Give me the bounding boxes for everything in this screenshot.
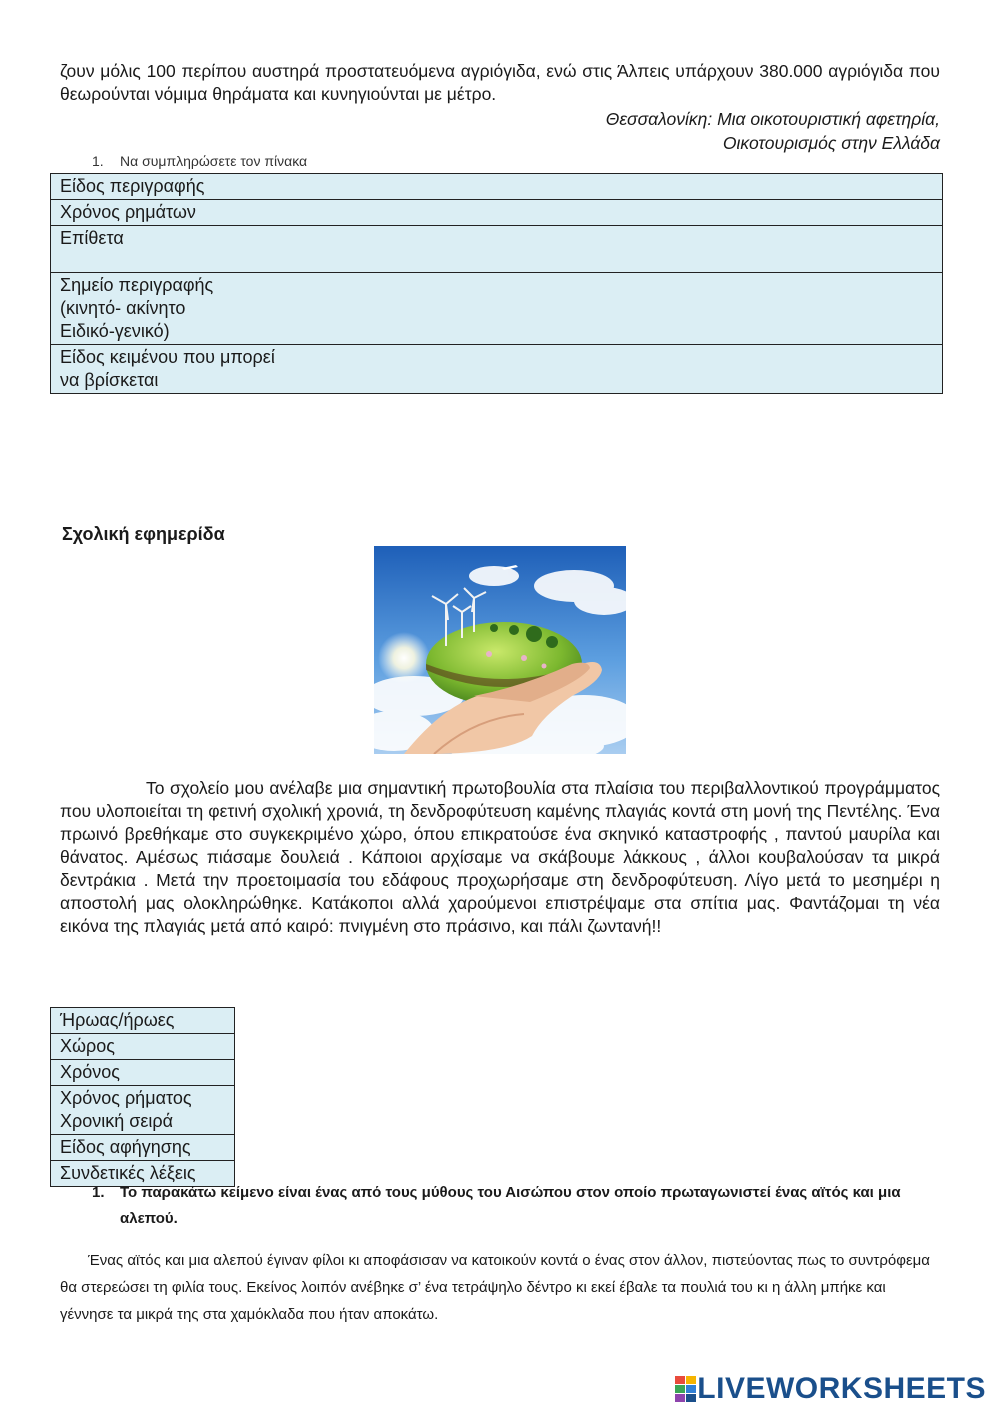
table-cell-label: Χώρος	[51, 1034, 235, 1060]
table-row	[51, 1034, 235, 1060]
logo-text: LIVEWORKSHEETS	[697, 1372, 986, 1405]
question-2	[92, 1180, 942, 1232]
table-row	[51, 1060, 235, 1086]
table-cell-label: Σημείο περιγραφής (κινητό- ακίνητο Ειδικό-γενικό)	[51, 273, 943, 345]
citation-line-2: Οικοτουρισμός στην Ελλάδα	[722, 133, 940, 153]
table-cell-label: Είδος αφήγησης	[51, 1135, 235, 1161]
table-row	[51, 1135, 235, 1161]
table-cell-label: Χρόνος ρήματος Χρονική σειρά	[51, 1086, 235, 1135]
liveworksheets-logo	[675, 1372, 986, 1406]
fable-paragraph: Ένας αϊτός και μια αλεπού έγιναν φίλοι κι αποφάσισαν να κατοικούν κοντά ο ένας στον άλλον, πιστεύοντας πως το συντρόφεμα θα στερεώσει τη φιλία τους. Εκείνος λοιπόν ανέβηκε σ’ ένα τετράψηλο δέντρο κι εκεί έβαλε τα πουλιά του κι η άλλη μπήκε και γέννησε τα μικρά της στα χαμόκλαδα που ήταν αποκάτω.	[60, 1252, 930, 1323]
table-row	[51, 226, 943, 273]
table-row	[51, 174, 943, 200]
table-cell-label: Ήρωας/ήρωες	[51, 1008, 235, 1034]
table-cell-label: Είδος περιγραφής	[51, 174, 943, 200]
narrative-table	[50, 1007, 235, 1187]
table-cell-label: Συνδετικές λέξεις	[51, 1161, 235, 1187]
citation-line-1: Θεσσαλονίκη: Μια οικοτουριστική αφετηρία,	[605, 109, 940, 129]
table-cell-label: Επίθετα	[51, 226, 943, 273]
question-2-text: Το παρακάτω κείμενο είναι ένας από τους μύθους του Αισώπου στον οποίο πρωταγωνιστεί ένας αϊτός και μια αλεπού.	[120, 1184, 901, 1227]
question-1-text: Να συμπληρώσετε τον πίνακα	[120, 153, 308, 169]
logo-blocks-icon	[675, 1376, 697, 1402]
question-1	[92, 153, 307, 169]
intro-paragraph: ζουν μόλις 100 περίπου αυστηρά προστατευόμενα αγριόγιδα, ενώ στις Άλπεις υπάρχουν 380.000 αγριόγιδα που θεωρούνται νόμιμα θηράματα και κυνηγιούνται με μέτρο.	[60, 61, 940, 104]
table-row	[51, 1086, 235, 1135]
story-paragraph: Το σχολείο μου ανέλαβε μια σημαντική πρωτοβουλία στα πλαίσια του περιβαλλοντικού προγράμματος που υλοποιείται τη φετινή σχολική χρονιά, τη δενδροφύτευση καμένης πλαγιάς κοντά στη μονή της Πεντέλης. Ένα πρωινό βρεθήκαμε στο συγκεκριμένο χώρο, όπου επικρατούσε ένα σκηνικό καταστροφής , παντού μαυρίλα και θάνατος. Αμέσως πιάσαμε δουλειά . Κάποιοι αρχίσαμε να σκάβουμε λάκκους , άλλοι κουβαλούσαν τα μικρά δεντράκια . Μετά την προετοιμασία του εδάφους προχωρήσαμε στη δενδροφύτευση. Λίγο μετά το μεσημέρι η αποστολή μας ολοκληρώθηκε. Κατάκοποι αλλά χαρούμενοι επιστρέψαμε στα σπίτια μας. Φαντάζομαι τη νέα εικόνα της πλαγιάς μετά από καιρό: πνιγμένη στο πράσινο, και πάλι ζωντανή!!	[60, 778, 940, 936]
question-1-number: 1.	[92, 153, 104, 169]
table-row	[51, 1008, 235, 1034]
table-row	[51, 345, 943, 394]
section-heading: Σχολική εφημερίδα	[62, 524, 225, 544]
table-row	[51, 273, 943, 345]
table-cell-label: Είδος κειμένου που μπορεί να βρίσκεται	[51, 345, 943, 394]
description-table	[50, 173, 943, 394]
table-cell-label: Χρόνος	[51, 1060, 235, 1086]
question-2-number: 1.	[92, 1184, 105, 1201]
table-cell-label: Χρόνος ρημάτων	[51, 200, 943, 226]
table-row	[51, 200, 943, 226]
citation	[606, 107, 940, 155]
hand-holding-earth-icon	[374, 546, 626, 754]
